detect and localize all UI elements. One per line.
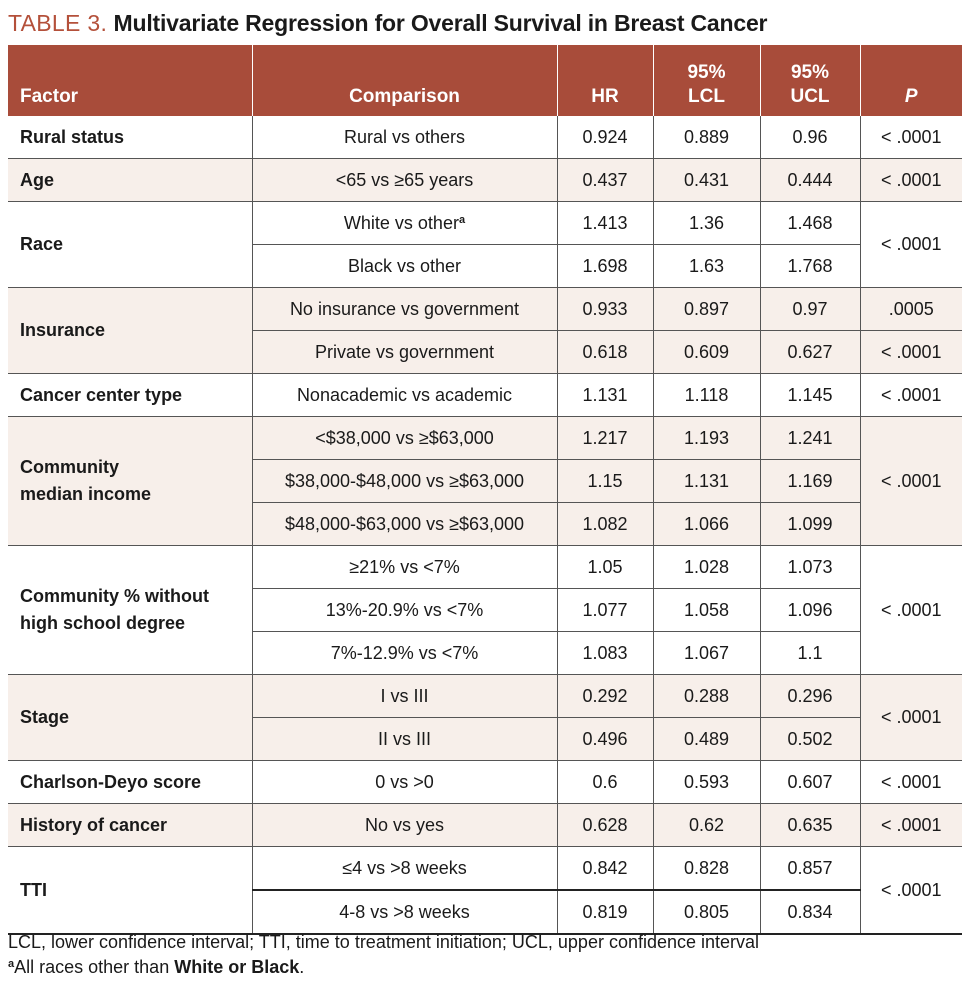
table-footnotes — [8, 930, 968, 980]
ucl-cell: 1.768 — [760, 245, 860, 288]
table-row — [8, 202, 962, 245]
comparison-cell — [252, 245, 557, 288]
lcl-cell: 1.131 — [653, 460, 760, 503]
factor-cell — [8, 761, 252, 804]
race-footnote-end: . — [299, 957, 305, 977]
hr-cell: 0.842 — [557, 847, 653, 891]
factor-label: Rural status — [20, 126, 125, 147]
p-value-cell: < .0001 — [860, 675, 962, 761]
factor-cell — [8, 159, 252, 202]
factor-label: History of cancer — [20, 814, 168, 835]
table-row — [8, 804, 962, 847]
hr-cell: 0.292 — [557, 675, 653, 718]
comparison-cell — [252, 159, 557, 202]
ucl-cell: 0.834 — [760, 890, 860, 934]
table-title — [8, 6, 968, 40]
p-value-cell: < .0001 — [860, 116, 962, 159]
lcl-cell: 0.62 — [653, 804, 760, 847]
table-row — [8, 675, 962, 718]
ucl-cell: 0.97 — [760, 288, 860, 331]
ucl-cell: 0.635 — [760, 804, 860, 847]
factor-cell — [8, 417, 252, 546]
factor-cell — [8, 374, 252, 417]
comparison-text: ≥21% vs <7% — [349, 556, 460, 577]
factor-label: Charlson-Deyo score — [20, 771, 202, 792]
header-hr: HR — [557, 45, 653, 116]
factor-group — [8, 202, 962, 288]
factor-cell — [8, 202, 252, 288]
comparison-text: II vs III — [377, 728, 431, 749]
factor-cell — [8, 546, 252, 675]
factor-group — [8, 546, 962, 675]
hr-cell: 1.15 — [557, 460, 653, 503]
p-value-cell: < .0001 — [860, 374, 962, 417]
table-row — [8, 374, 962, 417]
p-value-cell: < .0001 — [860, 761, 962, 804]
comparison-cell — [252, 589, 557, 632]
p-value-cell: < .0001 — [860, 847, 962, 935]
comparison-text: I vs III — [380, 685, 429, 706]
hr-cell: 1.082 — [557, 503, 653, 546]
factor-group — [8, 761, 962, 804]
factor-label: high school degree — [20, 613, 186, 633]
lcl-cell: 0.431 — [653, 159, 760, 202]
table-row — [8, 546, 962, 589]
hr-cell: 1.131 — [557, 374, 653, 417]
comparison-cell — [252, 632, 557, 675]
table-row — [8, 116, 962, 159]
regression-table — [8, 45, 962, 935]
p-value-cell: < .0001 — [860, 159, 962, 202]
p-value-cell: < .0001 — [860, 546, 962, 675]
ucl-cell: 0.857 — [760, 847, 860, 891]
factor-group — [8, 804, 962, 847]
ucl-cell: 1.1 — [760, 632, 860, 675]
table-row — [8, 847, 962, 891]
p-value-cell: < .0001 — [860, 202, 962, 288]
comparison-cell — [252, 761, 557, 804]
abbreviations-note: LCL, lower confidence interval; TTI, time to treatment initiation; UCL, upper confidence interval — [8, 932, 760, 952]
header-lcl-top: 95% — [687, 62, 726, 83]
comparison-text: ≤4 vs >8 weeks — [342, 857, 467, 878]
ucl-cell: 1.145 — [760, 374, 860, 417]
ucl-cell: 0.502 — [760, 718, 860, 761]
comparison-text: $38,000-$48,000 vs ≥$63,000 — [284, 470, 525, 491]
lcl-cell: 0.805 — [653, 890, 760, 934]
comparison-cell — [252, 331, 557, 374]
p-value-cell: < .0001 — [860, 804, 962, 847]
factor-cell — [8, 288, 252, 374]
race-footnote-bold: White or Black — [174, 957, 300, 977]
comparison-cell — [252, 718, 557, 761]
ucl-cell: 0.96 — [760, 116, 860, 159]
comparison-text: Rural vs others — [343, 126, 466, 147]
comparison-cell — [252, 417, 557, 460]
factor-label: median income — [20, 484, 152, 504]
ucl-cell: 0.296 — [760, 675, 860, 718]
lcl-cell: 0.288 — [653, 675, 760, 718]
factor-label: Cancer center type — [20, 384, 183, 405]
lcl-cell: 0.897 — [653, 288, 760, 331]
header-lcl — [653, 45, 760, 116]
comparison-text: No vs yes — [364, 814, 445, 835]
factor-cell — [8, 116, 252, 159]
race-footnote — [8, 955, 968, 980]
comparison-text: 0 vs >0 — [375, 771, 434, 792]
factor-label: Stage — [20, 707, 70, 727]
p-value-cell: .0005 — [860, 288, 962, 331]
factor-label: Community — [20, 457, 119, 477]
factor-group — [8, 847, 962, 935]
factor-group — [8, 675, 962, 761]
factor-group — [8, 116, 962, 159]
lcl-cell: 1.058 — [653, 589, 760, 632]
table-row — [8, 288, 962, 331]
factor-group — [8, 159, 962, 202]
comparison-cell — [252, 546, 557, 589]
comparison-cell — [252, 503, 557, 546]
factor-cell — [8, 675, 252, 761]
ucl-cell: 1.241 — [760, 417, 860, 460]
hr-cell: 1.083 — [557, 632, 653, 675]
header-row — [8, 45, 962, 116]
header-ucl — [760, 45, 860, 116]
header-comparison: Comparison — [252, 45, 557, 116]
comparison-cell — [252, 202, 557, 245]
factor-label: Race — [20, 234, 64, 254]
comparison-cell — [252, 847, 557, 891]
ucl-cell: 1.169 — [760, 460, 860, 503]
lcl-cell: 1.067 — [653, 632, 760, 675]
lcl-cell: 1.118 — [653, 374, 760, 417]
hr-cell: 1.077 — [557, 589, 653, 632]
comparison-text: Nonacademic vs academic — [296, 384, 513, 405]
footnote-marker: a — [8, 958, 15, 970]
comparison-text: Private vs government — [314, 341, 495, 362]
table-number: TABLE 3. — [8, 10, 108, 36]
comparison-cell — [252, 116, 557, 159]
header-factor: Factor — [8, 45, 252, 116]
lcl-cell: 0.828 — [653, 847, 760, 891]
footnote-marker: a — [458, 213, 466, 226]
lcl-cell: 1.066 — [653, 503, 760, 546]
header-ucl-top: 95% — [790, 62, 830, 83]
comparison-text: 13%-20.9% vs <7% — [325, 599, 484, 620]
lcl-cell: 0.889 — [653, 116, 760, 159]
factor-group — [8, 374, 962, 417]
comparison-cell — [252, 374, 557, 417]
ucl-cell: 1.468 — [760, 202, 860, 245]
comparison-cell — [252, 675, 557, 718]
comparison-cell — [252, 460, 557, 503]
ucl-cell: 0.627 — [760, 331, 860, 374]
p-value-cell: < .0001 — [860, 417, 962, 546]
table-row — [8, 761, 962, 804]
hr-cell: 1.413 — [557, 202, 653, 245]
factor-label: TTI — [20, 879, 47, 900]
ucl-cell: 1.073 — [760, 546, 860, 589]
lcl-cell: 1.028 — [653, 546, 760, 589]
factor-cell — [8, 804, 252, 847]
hr-cell: 1.698 — [557, 245, 653, 288]
ucl-cell: 0.607 — [760, 761, 860, 804]
factor-group — [8, 417, 962, 546]
comparison-text: White vs other — [343, 212, 459, 233]
hr-cell: 0.819 — [557, 890, 653, 934]
ucl-cell: 1.099 — [760, 503, 860, 546]
factor-label: Community % without — [20, 586, 209, 606]
table-row — [8, 159, 962, 202]
comparison-cell — [252, 890, 557, 934]
factor-group — [8, 288, 962, 374]
comparison-cell — [252, 804, 557, 847]
hr-cell: 0.496 — [557, 718, 653, 761]
factor-label: Age — [20, 169, 55, 190]
header-ucl-bottom: UCL — [790, 86, 830, 107]
comparison-text: Black vs other — [347, 255, 462, 276]
race-footnote-text: All races other than — [14, 957, 175, 977]
lcl-cell: 1.63 — [653, 245, 760, 288]
comparison-cell — [252, 288, 557, 331]
hr-cell: 0.933 — [557, 288, 653, 331]
factor-label: Insurance — [20, 320, 106, 340]
hr-cell: 0.628 — [557, 804, 653, 847]
ucl-cell: 1.096 — [760, 589, 860, 632]
comparison-text: 7%-12.9% vs <7% — [330, 642, 479, 663]
hr-cell: 1.217 — [557, 417, 653, 460]
hr-cell: 0.924 — [557, 116, 653, 159]
hr-cell: 0.618 — [557, 331, 653, 374]
comparison-text: 4-8 vs >8 weeks — [339, 901, 470, 922]
table-row — [8, 417, 962, 460]
lcl-cell: 1.193 — [653, 417, 760, 460]
lcl-cell: 0.489 — [653, 718, 760, 761]
ucl-cell: 0.444 — [760, 159, 860, 202]
comparison-text: $48,000-$63,000 vs ≥$63,000 — [284, 513, 525, 534]
comparison-text: No insurance vs government — [289, 298, 520, 319]
header-p: P — [860, 45, 962, 116]
lcl-cell: 0.609 — [653, 331, 760, 374]
table-title-text: Multivariate Regression for Overall Survival in Breast Cancer — [113, 10, 768, 36]
comparison-text: <65 vs ≥65 years — [335, 169, 474, 190]
p-value-cell: < .0001 — [860, 331, 962, 374]
lcl-cell: 0.593 — [653, 761, 760, 804]
factor-cell — [8, 847, 252, 935]
lcl-cell: 1.36 — [653, 202, 760, 245]
hr-cell: 0.6 — [557, 761, 653, 804]
table-header — [8, 45, 962, 116]
comparison-text: <$38,000 vs ≥$63,000 — [315, 427, 494, 448]
hr-cell: 0.437 — [557, 159, 653, 202]
header-lcl-bottom: LCL — [688, 86, 725, 107]
hr-cell: 1.05 — [557, 546, 653, 589]
